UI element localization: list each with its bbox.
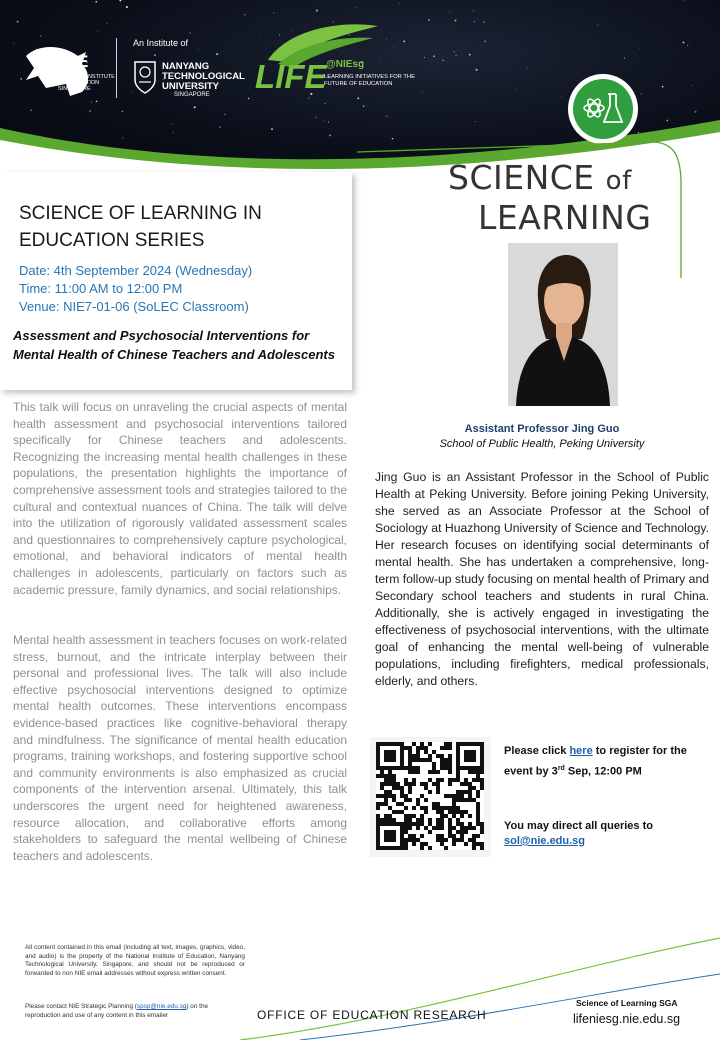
contact-prefix: Please contact NIE Strategic Planning (	[25, 1003, 137, 1010]
sol-science: SCIENCE	[448, 158, 595, 197]
institute-of-label: An Institute of	[133, 38, 189, 48]
talk-title: Assessment and Psychosocial Interventions for Mental Health of Chinese Teachers and Adolescents	[13, 328, 335, 362]
footer-contact-note	[25, 1003, 245, 1020]
life-tagline: LEARNING INITIATIVES FOR THE FUTURE OF EDUCATION	[324, 74, 415, 87]
speaker-bio: Jing Guo is an Assistant Professor in the School of Public Health at Peking University. Before joining Peking University, she served as an Associate Professor at the School of Sociology at Huazhong University of Science and Technology. Her research focuses on identifying social determinants of mental health. She has undertaken a comprehensive, long-term follow-up study focusing on mental health of Primary and Secondary school teachers and students in rural China. Additionally, she is actively engaged in investigating the effectiveness of psychosocial interventions, with the ultimate goal of enhancing the mental well-being of vulnerable populations, including firefighters, medical professionals, elderly, and others.	[375, 470, 709, 688]
sol-learning: LEARNING	[478, 198, 652, 237]
science-of-learning-title	[448, 158, 632, 197]
event-date: Date: 4th September 2024 (Wednesday)	[19, 263, 253, 278]
speaker-portrait-icon	[508, 243, 618, 406]
nie-subtitle: NATIONAL INSTITUTE OF EDUCATION SINGAPORE	[58, 74, 115, 92]
strategic-planning-email[interactable]: spsp@nie.edu.sg	[136, 1003, 187, 1010]
event-info	[19, 262, 252, 316]
registration-qr-code[interactable]	[376, 742, 484, 850]
ntu-crest-icon	[133, 60, 157, 94]
office-name: OFFICE OF EDUCATION RESEARCH	[257, 1008, 487, 1022]
life-handle: @NIEsg	[326, 59, 365, 70]
footer-url[interactable]: lifeniesg.nie.edu.sg	[573, 1012, 681, 1026]
series-title: SCIENCE OF LEARNING IN EDUCATION SERIES	[19, 203, 262, 251]
register-suffix: Sep, 12:00 PM	[564, 765, 642, 778]
event-venue: Venue: NIE7-01-06 (SoLEC Classroom)	[19, 299, 249, 314]
register-middle: to register for the event by 3	[504, 745, 687, 778]
life-wordmark: LIFE	[255, 58, 327, 95]
registration-text	[504, 743, 714, 781]
register-link[interactable]: here	[569, 745, 593, 757]
abstract-paragraph-1: This talk will focus on unraveling the crucial aspects of mental health assessment and psychosocial interventions tailored specifically for Chinese teachers and adolescents. Recognizing the increasing mental health challenges in these populations, the presentation highlights the importance of comprehensive assessment tools and strategies tailored to the cultural and contextual nuances of China. The talk will delve into the utilization of rigorously validated assessment scales and questionnaires to comprehensively capture psychological, emotional, and behavioral indicators of mental health challenges in adolescents, particularly on factors such as academic pressure, family dynamics, and social relationships.	[13, 400, 347, 597]
queries-text	[504, 819, 714, 849]
speaker-affiliation: School of Public Health, Peking University	[439, 438, 645, 450]
ntu-name: NANYANG TECHNOLOGICAL UNIVERSITY	[162, 61, 245, 92]
footer-sga: Science of Learning SGA	[576, 998, 678, 1008]
contact-email-link[interactable]: sol@nie.edu.sg	[504, 835, 586, 847]
queries-label: You may direct all queries to	[504, 820, 653, 832]
logo-divider	[116, 38, 117, 98]
register-sup: rd	[557, 765, 565, 772]
nie-wordmark: NIE	[58, 52, 90, 71]
abstract-paragraph-2: Mental health assessment in teachers focuses on work-related stress, burnout, and the intricate interplay between their personal and professional lives. The talk will also include effective psychosocial interventions designed to optimize mental health outcomes. These interventions encompass evidence-based practices like cognitive-behavioral therapy and mindfulness. The significance of mental health education programs, training workshops, and fostering supportive school and community environments is also emphasized as crucial components of the intervention arsenal. Ultimately, this talk underscores the urgent need for heightened awareness, resource allocation, and collaborative efforts among stakeholders to safeguard the mental wellbeing of Chinese teachers and adolescents.	[13, 633, 347, 863]
register-prefix: Please click	[504, 745, 570, 757]
contact-suffix: ) on the reproduction and use of any content in this emailer	[25, 1003, 209, 1019]
speaker-photo	[508, 243, 618, 406]
speaker-name: Assistant Professor Jing Guo	[464, 423, 620, 435]
sol-of: of	[605, 166, 632, 196]
event-time: Time: 11:00 AM to 12:00 PM	[19, 281, 183, 296]
footer-disclaimer: All content contained in this email (including all text, images, graphics, video, and audio) is the property of the National Institute of Education, Nanyang Technological University, Singapore, and should not be reproduced or forwarded to non NIE email addresses without express written consent.	[25, 944, 245, 977]
ntu-country: SINGAPORE	[174, 92, 210, 98]
science-flask-badge-icon	[566, 72, 640, 146]
